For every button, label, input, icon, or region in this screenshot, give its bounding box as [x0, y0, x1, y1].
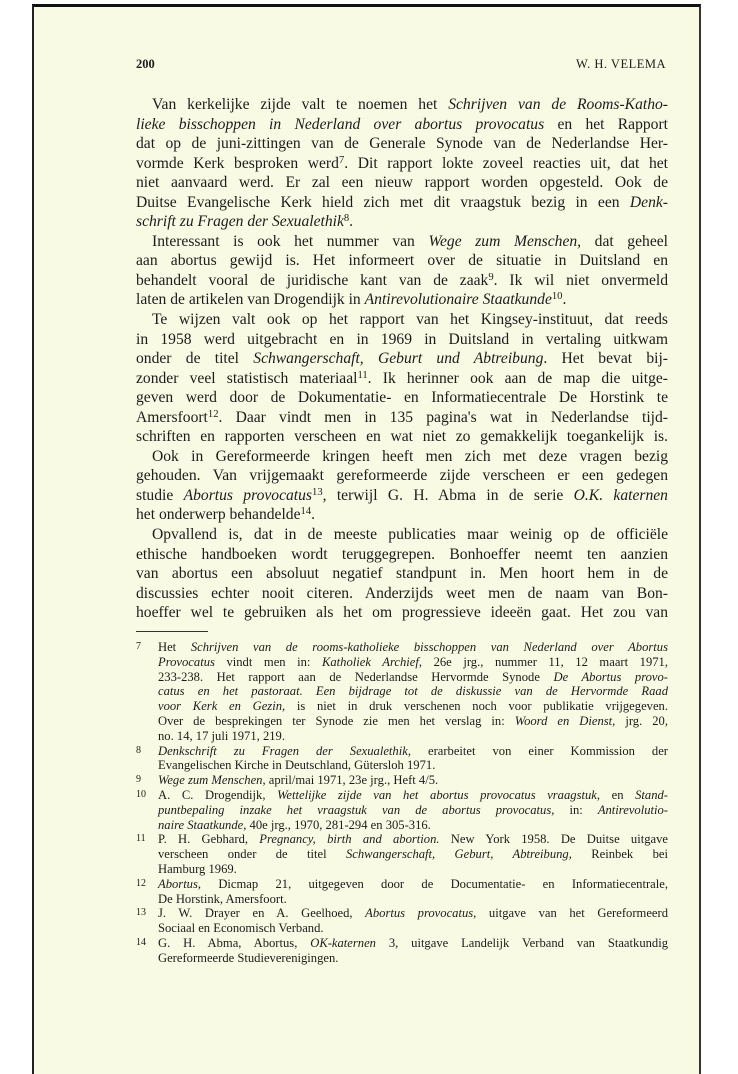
italic-text: Abortus provocatus,: [365, 906, 477, 921]
text: Over de besprekingen ter Synode zie men het verslag in:: [158, 713, 515, 728]
text: . Ik wil niet onvermeld: [493, 271, 668, 289]
text-line: [158, 640, 668, 655]
text: en: [600, 787, 636, 802]
text-line: [136, 486, 668, 506]
italic-text: Schrijven van de Rooms-Katho-: [448, 96, 668, 113]
text-line: [136, 388, 668, 408]
text: zonder veel statistisch materiaal: [136, 369, 358, 387]
italic-text: Wege zum Menschen,: [158, 773, 266, 788]
italic-text: OK-katernen: [310, 935, 376, 950]
text: . Dit rapport lokte zoveel reacties uit, dat het: [344, 154, 668, 172]
text: vindt men in:: [214, 654, 322, 669]
footnote-number: 13: [136, 907, 146, 919]
scanned-page: [32, 4, 701, 1074]
text: dat geheel: [581, 232, 668, 250]
footnote-reference: 12: [207, 408, 219, 420]
text: in 1958 werd uitgebracht en in 1969 in Duitsland in vertaling uitkwam: [136, 330, 668, 348]
text: niet aanvaard werd. Er zal een nieuw rapport worden opgesteld. Ook de: [136, 174, 668, 192]
footnote: [136, 832, 668, 876]
text-line: [158, 951, 668, 966]
text: P. H. Gebhard,: [158, 832, 260, 847]
text: Ook in Gereformeerde kringen heeft men zich met deze vragen bezig: [152, 447, 668, 465]
text: A. C. Drogendijk,: [158, 787, 278, 802]
footnote: [136, 877, 668, 907]
text: erarbeitet von einer Kommission der: [410, 743, 668, 758]
italic-text: Schwangerschaft, Geburt und Abtreibung: [253, 350, 544, 368]
text-line: [136, 115, 668, 135]
text: schriften en rapporten verscheen en wat niet zo gemakkelijk toegankelijk is.: [136, 428, 668, 446]
text: behandelt vooral de juridische kant van de zaak: [136, 271, 489, 289]
footnote: [136, 744, 668, 774]
text: van abortus een absoluut negatief standpunt in. Men hoort hem in de: [136, 565, 668, 583]
italic-text: Abortus provocatus: [183, 486, 313, 504]
paragraph: [136, 310, 668, 447]
text-line: [136, 95, 668, 115]
italic-text: Denk-: [629, 193, 668, 211]
text: Te wijzen valt ook op het rapport van het Kingsey-instituut, dat reeds: [152, 311, 668, 329]
text-line: [158, 818, 668, 833]
text: Evangelischen Kirche in Deutschland, Gütersloh 1971.: [158, 758, 436, 773]
text: .: [562, 291, 567, 309]
text-line: [158, 758, 668, 773]
text: en het Rapport: [544, 115, 668, 133]
footnote-number: 11: [136, 833, 146, 845]
text-line: [136, 584, 668, 604]
text-line: [136, 154, 668, 174]
footnote: [136, 640, 668, 744]
text-line: [136, 193, 668, 213]
text: 233-238. Het rapport aan de Nederlandse Hervormde Synode: [158, 669, 554, 684]
text: . Het bevat bij-: [543, 350, 668, 368]
text-line: [158, 847, 668, 862]
text-line: [158, 803, 668, 818]
footnote-reference: 7: [338, 154, 345, 166]
text-line: [136, 466, 668, 486]
text-line: [158, 773, 668, 788]
text-line: [136, 232, 668, 252]
text: ethische handboeken wordt teruggegrepen. Bonhoeffer neemt ten aanzien: [136, 545, 668, 563]
italic-text: De Abortus provo-: [553, 669, 669, 684]
text: .: [349, 213, 354, 231]
italic-text: catus en het pastoraat. Een bijdrage tot de diskussie van de Hervormde Raad: [158, 684, 668, 699]
footnote-number: 10: [136, 788, 146, 800]
footnote-number: 8: [136, 744, 141, 756]
italic-text: Schwangerschaft, Geburt, Abtreibung,: [345, 847, 572, 862]
text: .: [311, 506, 316, 524]
text-line: [158, 744, 668, 759]
text: Van kerkelijke zijde valt te noemen het: [152, 96, 449, 113]
text: J. W. Drayer en A. Geelhoed,: [158, 906, 366, 921]
text: Opvallend is, dat in de meeste publicaties maar weinig op de officiële: [152, 526, 668, 544]
text: gehouden. Van vrijgemaakt gereformeerde zijde verscheen er een gedegen: [136, 467, 668, 485]
footnote: [136, 773, 668, 788]
footnote-reference: 9: [488, 272, 494, 284]
footnotes: [136, 640, 668, 966]
paragraph: [136, 95, 668, 232]
text: dat op de juni-zittingen van de Generale Synode van de Nederlandse Her-: [136, 135, 668, 153]
footnote-number: 12: [136, 877, 146, 889]
text: vormde Kerk besproken werd: [136, 154, 339, 172]
text: Interessant is ook het nummer van: [152, 232, 429, 250]
text-line: [158, 877, 668, 892]
text-line: [136, 251, 668, 271]
text: no. 14, 17 juli 1971, 219.: [158, 728, 285, 743]
text: . Daar vindt men in 135 pagina's wat in Nederlandse tijd-: [218, 408, 668, 426]
text-line: [158, 936, 668, 951]
text-line: [158, 892, 668, 907]
text: geven werd door de Dokumentatie- en Informatiecentrale De Horstink te: [136, 389, 668, 407]
text-line: [136, 447, 668, 467]
italic-text: naire Staatkunde,: [158, 817, 247, 832]
italic-text: Abortus,: [158, 876, 202, 891]
text-line: [158, 655, 668, 670]
footnote-reference: 11: [357, 369, 368, 381]
text-line: [136, 603, 668, 623]
text: Het: [158, 640, 191, 654]
italic-text: Antirevolutio-: [597, 802, 668, 817]
text: De Horstink, Amersfoort.: [158, 891, 287, 906]
italic-text: O.K. katernen: [573, 486, 668, 504]
text: hoeffer wel te gebruiken als het om progressieve ideeën gaat. Het zou van: [136, 604, 668, 622]
text-line: [158, 670, 668, 685]
italic-text: Provocatus: [158, 654, 215, 669]
text: . Ik herinner ook aan de map die uitge-: [367, 369, 669, 387]
italic-text: puntbepaling inzake het vraagstuk van de abortus provocatus,: [158, 802, 555, 817]
text: in:: [554, 802, 598, 817]
text: april/mai 1971, 23e jrg., Heft 4/5.: [265, 773, 439, 788]
text-line: [158, 729, 668, 744]
text-line: [136, 212, 668, 232]
footnote: [136, 936, 668, 966]
text-line: [136, 330, 668, 350]
text-line: [136, 290, 668, 310]
footnote: [136, 788, 668, 832]
footnote-number: 7: [136, 641, 141, 652]
running-header-author: W. H. VELEMA: [575, 57, 666, 71]
paragraph: [136, 447, 668, 525]
text: , jrg. 20,: [612, 713, 668, 728]
page-number: 200: [136, 57, 155, 71]
text: , terwijl G. H. Abma in de serie: [322, 486, 574, 504]
text-line: [136, 310, 668, 330]
text-line: [158, 684, 668, 699]
text-line: [136, 525, 668, 545]
text-line: [136, 545, 668, 565]
text: aan abortus gewijd is. Het informeert over de situatie in Duitsland en: [136, 252, 668, 270]
italic-text: Katholiek Archief: [321, 654, 419, 669]
text: Reinbek bei: [571, 847, 668, 862]
text: onder de titel: [136, 350, 254, 368]
italic-text: Pregnancy, birth and abortion.: [259, 832, 440, 847]
text-line: [158, 862, 668, 877]
text-line: [158, 714, 668, 729]
text: , 26e jrg., nummer 11, 12 maart 1971,: [418, 654, 668, 669]
text-line: [136, 173, 668, 193]
text: uitgave van het Gereformeerd: [476, 906, 668, 921]
text: studie: [136, 486, 184, 504]
text: 3, uitgave Landelijk Verband van Staatkundig: [375, 935, 669, 950]
footnote-reference: 10: [551, 291, 563, 303]
text: is niet in druk verschenen noch voor publikatie vrijgegeven.: [285, 699, 668, 714]
text: Gereformeerde Studieverenigingen.: [158, 950, 339, 965]
text: Hamburg 1969.: [158, 861, 237, 876]
text-line: [158, 788, 668, 803]
text-line: [136, 564, 668, 584]
italic-text: Wege zum Menschen,: [428, 232, 582, 250]
italic-text: Denkschrift zu Fragen der Sexualethik,: [158, 743, 411, 758]
paragraph: [136, 232, 668, 310]
footnote: [136, 906, 668, 936]
italic-text: lieke bisschoppen in Nederland over abortus provocatus: [136, 115, 545, 133]
italic-text: Wettelijke zijde van het abortus provocatus vraagstuk,: [277, 787, 601, 802]
text: G. H. Abma, Abortus,: [158, 935, 311, 950]
italic-text: Stand-: [635, 787, 668, 802]
text: Amersfoort: [136, 408, 208, 426]
footnote-number: 9: [136, 774, 141, 786]
italic-text: voor Kerk en Gezin,: [158, 699, 286, 714]
italic-text: Antirevolutionaire Staatkunde: [364, 291, 552, 309]
text-line: [158, 921, 668, 936]
text: het onderwerp behandelde: [136, 506, 301, 524]
text-line: [136, 271, 668, 291]
text-line: [136, 505, 668, 525]
text: verscheen onder de titel: [158, 847, 346, 862]
text-line: [136, 134, 668, 154]
paragraph: [136, 525, 668, 623]
text: discussies echter nooit citeren. Anderzijds weet men de naam van Bon-: [136, 584, 668, 602]
text-line: [136, 427, 668, 447]
text-line: [158, 906, 668, 921]
text: Duitse Evangelische Kerk hield zich met dit vraagstuk bezig in een: [136, 193, 630, 211]
text: Sociaal en Economisch Verband.: [158, 921, 324, 936]
footnote-reference: 14: [300, 506, 312, 518]
text: laten de artikelen van Drogendijk in: [136, 291, 365, 309]
italic-text: schrift zu Fragen der Sexualethik: [136, 213, 344, 231]
text-line: [136, 349, 668, 369]
text-line: [158, 699, 668, 714]
text: 40e jrg., 1970, 281-294 en 305-316.: [246, 817, 431, 832]
body-text: [136, 95, 668, 623]
text: New York 1958. De Duitse uitgave: [439, 832, 668, 847]
text: Dicmap 21, uitgegeven door de Documentatie- en Informatiecentrale,: [201, 876, 668, 891]
text-line: [136, 369, 668, 389]
italic-text: Woord en Dienst: [514, 713, 613, 728]
footnote-rule: [136, 631, 208, 632]
italic-text: Schrijven van de rooms-katholieke bisschoppen van Nederland over Abortus: [190, 640, 668, 654]
text-line: [136, 408, 668, 428]
text-line: [158, 832, 668, 847]
footnote-reference: 8: [343, 213, 350, 225]
footnote-reference: 13: [312, 487, 323, 499]
footnote-number: 14: [136, 936, 146, 948]
